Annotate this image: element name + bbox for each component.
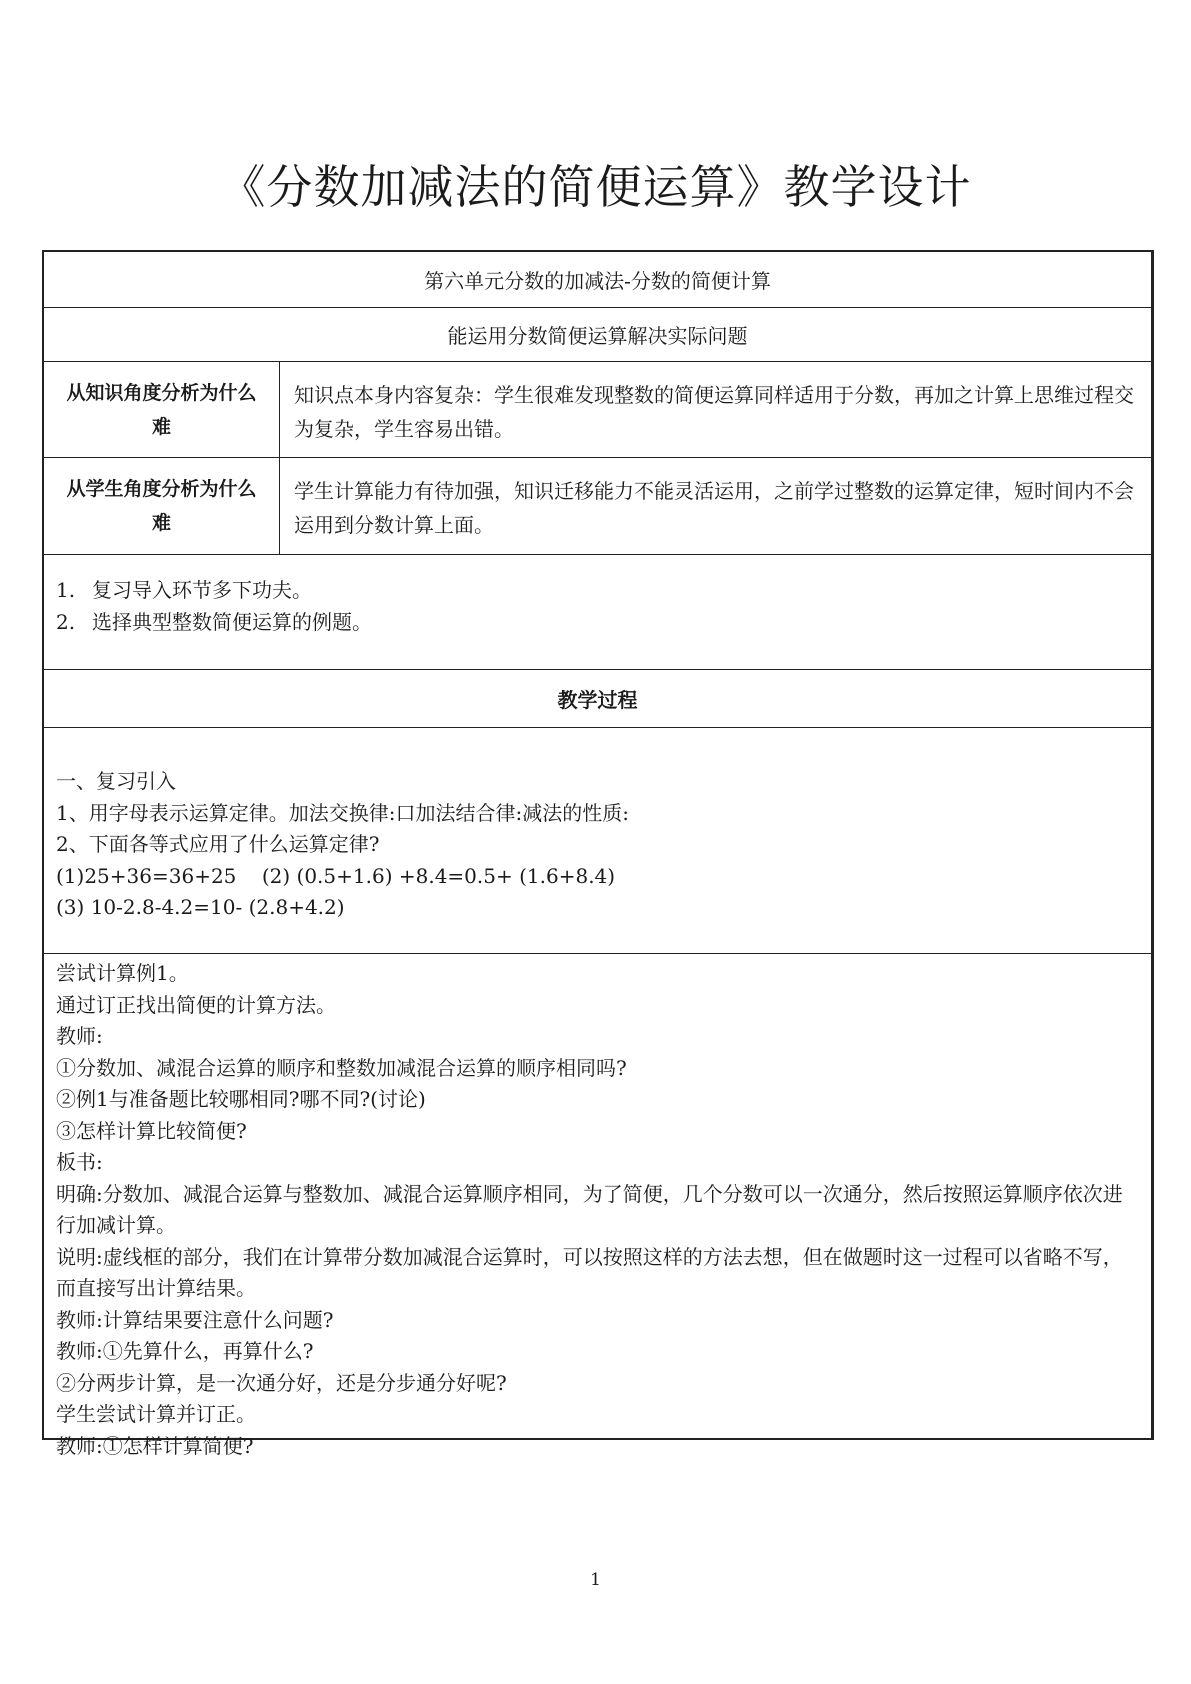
practice-line: 学生尝试计算并订正。 (56, 1402, 256, 1426)
practice-line: 教师:计算结果要注意什么问题? (56, 1307, 334, 1332)
strategy-row (44, 555, 1151, 670)
objective-text: 能运用分数简便运算解决实际问题 (447, 324, 748, 348)
practice-line: 教师: (56, 1024, 103, 1048)
review-line: (3) 10-2.8-4.2=10- (2.8+4.2) (56, 895, 345, 919)
review-line: 1、用字母表示运算定律。加法交换律:口加法结合律:减法的性质: (56, 800, 629, 825)
practice-line: ①分数加、减混合运算的顺序和整数加减混合运算的顺序相同吗? (56, 1055, 627, 1080)
student-analysis-label: 从学生角度分析为什么难 (44, 458, 280, 554)
practice-line: 教师:①怎样计算简便? (56, 1433, 254, 1458)
knowledge-analysis-row (44, 362, 1151, 458)
document-title: 《分数加减法的简便运算》教学设计 (219, 160, 972, 214)
practice-line: 尝试计算例1。 (56, 961, 189, 985)
knowledge-analysis-text: 知识点本身内容复杂：学生很难发现整数的简便运算同样适用于分数，再加之计算上思维过程交为复杂，学生容易出错。 (294, 383, 1134, 441)
process-heading-row (44, 670, 1151, 728)
list-item: 1. 复习导入环节多下功夫。 (56, 578, 312, 602)
review-section (44, 728, 1151, 954)
unit-text: 第六单元分数的加减法-分数的简便计算 (424, 269, 771, 293)
review-line: 一、复习引入 (56, 769, 176, 793)
objective-row (44, 308, 1151, 362)
process-heading: 教学过程 (557, 688, 638, 712)
practice-line: 板书: (56, 1150, 103, 1174)
practice-line: 说明:虚线框的部分，我们在计算带分数加减混合运算时，可以按照这样的方法去想，但在做题时这一过程可以省略不写，而直接写出计算结果。 (56, 1244, 1123, 1300)
unit-row (44, 252, 1151, 308)
review-line: 2、下面各等式应用了什么运算定律? (56, 832, 380, 856)
practice-line: 明确:分数加、减混合运算与整数加、减混合运算顺序相同，为了简便，几个分数可以一次通分，然后按照运算顺序依次进行加减计算。 (56, 1181, 1123, 1237)
practice-line: ③怎样计算比较简便? (56, 1118, 247, 1143)
student-analysis-text: 学生计算能力有待加强，知识迁移能力不能灵活运用，之前学过整数的运算定律，短时间内不会运用到分数计算上面。 (294, 479, 1134, 537)
lesson-table (42, 250, 1154, 1458)
list-item: 2. 选择典型整数简便运算的例题。 (56, 609, 372, 634)
student-analysis-row (44, 458, 1151, 555)
knowledge-analysis-label: 从知识角度分析为什么难 (44, 362, 280, 457)
review-line: (1)25+36=36+25 (2) (0.5+1.6) +8.4=0.5+ (1.6+8.4) (56, 863, 616, 888)
practice-line: ②例1与准备题比较哪相同?哪不同?(讨论) (56, 1087, 426, 1111)
practice-line: 教师:①先算什么，再算什么? (56, 1339, 314, 1363)
practice-line: 通过订正找出简便的计算方法。 (56, 992, 336, 1017)
practice-line: ②分两步计算，是一次通分好，还是分步通分好呢? (56, 1370, 507, 1395)
practice-section (44, 954, 1151, 1458)
page-number: 1 (590, 1570, 601, 1590)
